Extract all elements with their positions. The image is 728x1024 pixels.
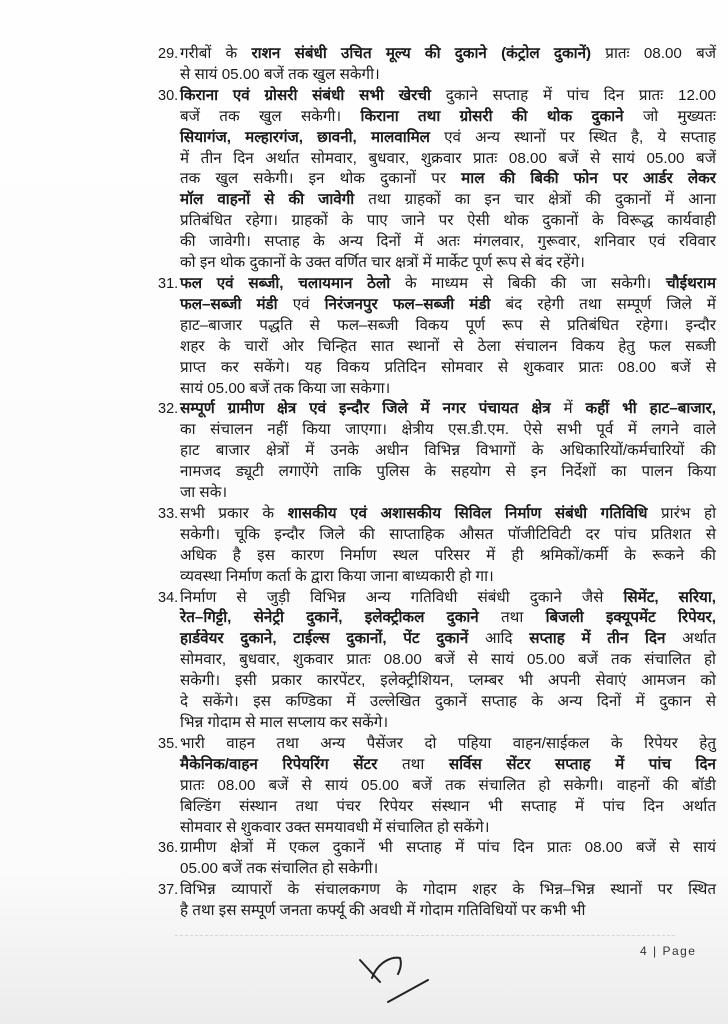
text-line: [180, 546, 716, 567]
text: भिन्न गोदाम से माल सप्लाय कर सकेंगे।: [180, 714, 389, 731]
text: तथा: [478, 609, 546, 627]
text-line: [180, 316, 716, 337]
text: एवं अन्य स्थानों पर स्थित है, ये सप्ताह: [429, 128, 716, 146]
text: सभी प्रकार के: [180, 504, 288, 522]
text: दुकाने सप्ताह में पांच दिन प्रातः 12.00: [430, 86, 716, 104]
numbered-paragraph: [158, 504, 716, 588]
paragraph-number: 29.: [158, 46, 179, 62]
text: 05.00 बजें तक संचालित हो सकेगी।: [180, 860, 379, 878]
text: आदि: [468, 630, 530, 648]
text: अधिक है इस कारण निर्माण स्थल परिसर में ही श्रमिकों/कर्मी के रूकने की: [180, 546, 716, 564]
numbered-paragraph: [158, 838, 716, 880]
text-line: [180, 880, 716, 901]
paragraph-number: 32.: [158, 401, 179, 418]
text: भारी वाहन तथा अन्य पैसेंजर दो पहिया वाहन/साईकल के रिपेयर हेतु: [180, 734, 716, 752]
numbered-paragraph: [158, 274, 716, 399]
text: तक खुल सकेगी। इन थोक दुकानों पर: [180, 170, 462, 188]
text: गरीबों के: [180, 45, 252, 62]
text-line: [180, 358, 716, 379]
text: जो मुख्यतः: [623, 107, 716, 125]
bold-text: सप्ताह में तीन दिन: [529, 630, 666, 648]
text-line: [180, 44, 716, 65]
bold-text: किराना एवं ग्रोसरी संबंधी सभी खेरची: [180, 86, 431, 104]
text-line: [180, 588, 716, 609]
text: बंद रहेगी तथा सम्पूर्ण जिले में: [490, 295, 716, 313]
paragraph-number: 36.: [158, 840, 179, 857]
text: में: [550, 400, 586, 418]
text-line: [180, 107, 716, 128]
text: शहर के चारों ओर चिन्हित सात स्थानों से ठेला संचालन विकय हेतु फल सब्जी: [180, 337, 716, 355]
text-line: [180, 650, 716, 671]
text: बजें तक खुल सकेगी।: [180, 107, 361, 125]
text: हाट बाजार क्षेत्रों में उनके अधीन विभिन्न विभागों के अधिकारियों/कर्मचारियों की: [180, 442, 716, 460]
text: सोमवार से शुकवार उक्त समयावधी में संचालित हो सकेंगे।: [180, 818, 490, 836]
bold-text: सियागंज, मल्हारगंज, छावनी, मालवामिल: [180, 128, 430, 146]
bold-text: मैकेनिक/वाहन रिपेयरिंग सेंटर: [180, 755, 378, 773]
numbered-paragraph: [158, 86, 716, 274]
bold-text: रेत–गिट्टी, सेनेट्री दुकानें, इलेक्ट्रीकल दुकाने: [180, 609, 479, 627]
bold-text: शासकीय एवं अशासकीय सिविल निर्माण संबंधी गतिविधि: [287, 504, 648, 522]
text-line: [180, 567, 716, 588]
text-line: [180, 169, 716, 190]
text-line: [180, 483, 716, 504]
bold-text: चौईथराम: [666, 274, 716, 292]
text-line: [180, 399, 716, 420]
text: का संचालन नहीं किया जाएगा। क्षेत्रीय एस.डी.एम. ऐसे सभी पूर्व में लगने वाले: [180, 421, 716, 439]
text-line: [180, 128, 716, 149]
numbered-paragraph: [158, 44, 716, 86]
text: बिल्डिंग संस्थान तथा पंचर रिपेयर संस्थान भी सप्ताह में पांच दिन अर्थात: [180, 797, 716, 815]
bold-text: किराना तथा ग्रोसरी की थोक दुकाने: [360, 107, 624, 125]
text-line: [180, 859, 716, 880]
text-line: [180, 734, 716, 755]
numbered-paragraph: [158, 399, 716, 504]
bold-text: सर्विस सेंटर सप्ताह में पांच दिन: [448, 755, 716, 773]
text-line: [180, 253, 716, 274]
text-line: [180, 629, 716, 650]
paragraph-number: 33.: [158, 505, 179, 522]
handwritten-signature: [358, 952, 448, 1012]
text-line: [180, 797, 716, 818]
text: सकेगी। इसी प्रकार कारपेंटर, इलेक्ट्रीशियन, प्लम्बर भी अपनी सेवाएं आमजन को: [180, 672, 716, 690]
text: सकेगी। चूकि इन्दौर जिले की साप्ताहिक औसत पॉजीटिविटी दर पांच प्रतिशत से: [180, 525, 716, 543]
text-line: [180, 525, 716, 546]
text-line: [180, 420, 716, 441]
text-line: [180, 901, 716, 922]
text-line: [180, 608, 716, 629]
text-line: [180, 295, 716, 316]
text: के माध्यम से बिकी की जा सकेगी।: [390, 274, 667, 292]
text: एवं: [277, 295, 325, 313]
text-line: [180, 818, 716, 839]
paragraph-number: 37.: [158, 882, 179, 899]
text-line: [180, 671, 716, 692]
text: जा सके।: [180, 484, 228, 502]
text: तथा ग्राहकों का इन चार क्षेत्रों की दुकानों में आना: [354, 191, 716, 209]
text-line: [180, 337, 716, 358]
bold-text: सिमेंट, सरिया,: [623, 588, 717, 606]
text: प्रातः 08.00 बजें: [591, 45, 717, 62]
text-line: [180, 776, 716, 797]
text: ग्रामीण क्षेत्रों में एकल दुकानें भी सप्ताह में पांच दिन प्रातः 08.00 बजें से सायं: [180, 839, 716, 857]
text: सायं 05.00 बजें तक किया जा सकेगा।: [180, 379, 391, 397]
text: प्रातः 08.00 बजें से सायं 05.00 बजें तक संचालित हो सकेगी। वाहनों की बॉडी: [180, 776, 716, 794]
paragraph-number: 35.: [158, 735, 179, 752]
text-line: [180, 149, 716, 170]
text-line: [180, 692, 716, 713]
numbered-paragraph: [158, 880, 716, 922]
numbered-paragraph: [158, 588, 716, 734]
paragraph-number: 31.: [158, 275, 179, 292]
text: में तीन दिन अर्थात सोमवार, बुधवार, शुक्रवार प्रातः 08.00 बजें से सायं 05.00 बजें: [180, 149, 716, 167]
text-line: [180, 232, 716, 253]
text-line: [180, 838, 716, 859]
text-line: [180, 504, 716, 525]
text: व्यवस्था निर्माण कर्ता के द्वारा किया जाना बाध्यकारी हो गा।: [180, 567, 494, 585]
text-line: [180, 86, 716, 107]
bold-text: कहीं भी हाट–बाजार,: [585, 400, 716, 418]
paragraph-number: 30.: [158, 87, 179, 104]
text-line: [180, 274, 716, 295]
text: प्रारंभ हो: [647, 504, 717, 522]
text: दे सकेंगे। इस कण्डिका में उल्लेखित दुकानें सप्ताह के अन्य दिनों में दुकान से: [180, 693, 716, 711]
text: तथा: [377, 755, 449, 773]
text-line: [180, 379, 716, 400]
text: सोमवार, बुधवार, शुकवार प्रातः 08.00 बजें से सायं 05.00 बजें तक संचालित हो: [180, 651, 716, 669]
text-line: [180, 755, 716, 776]
text: प्राप्त कर सकेंगे। यह विकय प्रतिदिन सोमवार से शुकवार प्रातः 08.00 बजें से: [180, 358, 716, 376]
text: से सायं 05.00 बजें तक खुल सकेगी।: [180, 65, 380, 83]
text: की जावेगी। सप्ताह के अन्य दिनों में अतः मंगलवार, गुरूवार, शनिवार एवं रविवार: [180, 233, 716, 251]
bold-text: हार्डवेयर दुकाने, टाईल्स दुकानों, पेंट दुकानें: [180, 630, 469, 648]
text: विभिन्न व्यापारों के संचालकगण के गोदाम शहर के भिन्न–भिन्न स्थानों पर स्थित: [180, 881, 716, 899]
text-line: [180, 211, 716, 232]
text: नामजद ड्यूटी लगाऐंगे ताकि पुलिस के सहयोग से इन निर्देशों का पालन किया: [180, 463, 716, 481]
bold-text: राशन संबंधी उचित मूल्य की दुकाने (कंट्रोल दुकानें): [251, 45, 592, 62]
text-line: [180, 65, 716, 86]
footer-divider: [175, 935, 675, 936]
text: है तथा इस सम्पूर्ण जनता कर्फ्यू की अवधी में गोदाम गतिविधियों पर कभी भी: [180, 902, 586, 920]
text: हाट–बाजार पद्धति से फल–सब्जी विकय पूर्ण रूप से प्रतिबंधित रहेगा। इन्दौर: [180, 316, 716, 334]
bold-text: मॉल वाहनों से की जावेगी: [180, 191, 355, 209]
text: को इन थोक दुकानों के उक्त वर्णित चार क्षत्रों में मार्केट पूर्ण रूप से बंद रहेंगे।: [180, 254, 585, 272]
document-body: [158, 44, 716, 922]
text-line: [180, 190, 716, 211]
bold-text: फल एवं सब्जी, चलायमान ठेलो: [180, 274, 391, 292]
text-line: [180, 713, 716, 734]
text: अर्थात: [665, 630, 716, 648]
text: प्रतिबंधित रहेगा। ग्राहकों के पाए जाने पर ऐसी थोक दुकानों के विरूद्ध कार्यवाही: [180, 212, 716, 230]
page-number: 4 | Page: [640, 944, 697, 958]
bold-text: सम्पूर्ण ग्रामीण क्षेत्र एवं इन्दौर जिले में नगर पंचायत क्षेत्र: [180, 400, 551, 418]
text: निर्माण से जुड़ी विभिन्न अन्य गतिविधी संबंधी दुकाने जैसे: [180, 588, 624, 606]
bold-text: माल की बिकी फोन पर आर्डर लेकर: [461, 170, 716, 188]
text-line: [180, 441, 716, 462]
bold-text: फल–सब्जी मंडी: [180, 295, 278, 313]
bold-text: बिजली इक्यूपमेंट रिपेयर,: [545, 609, 716, 627]
bold-text: निरंजनपुर फल–सब्जी मंडी: [324, 295, 491, 313]
numbered-paragraph: [158, 734, 716, 839]
text-line: [180, 462, 716, 483]
paragraph-number: 34.: [158, 589, 179, 606]
